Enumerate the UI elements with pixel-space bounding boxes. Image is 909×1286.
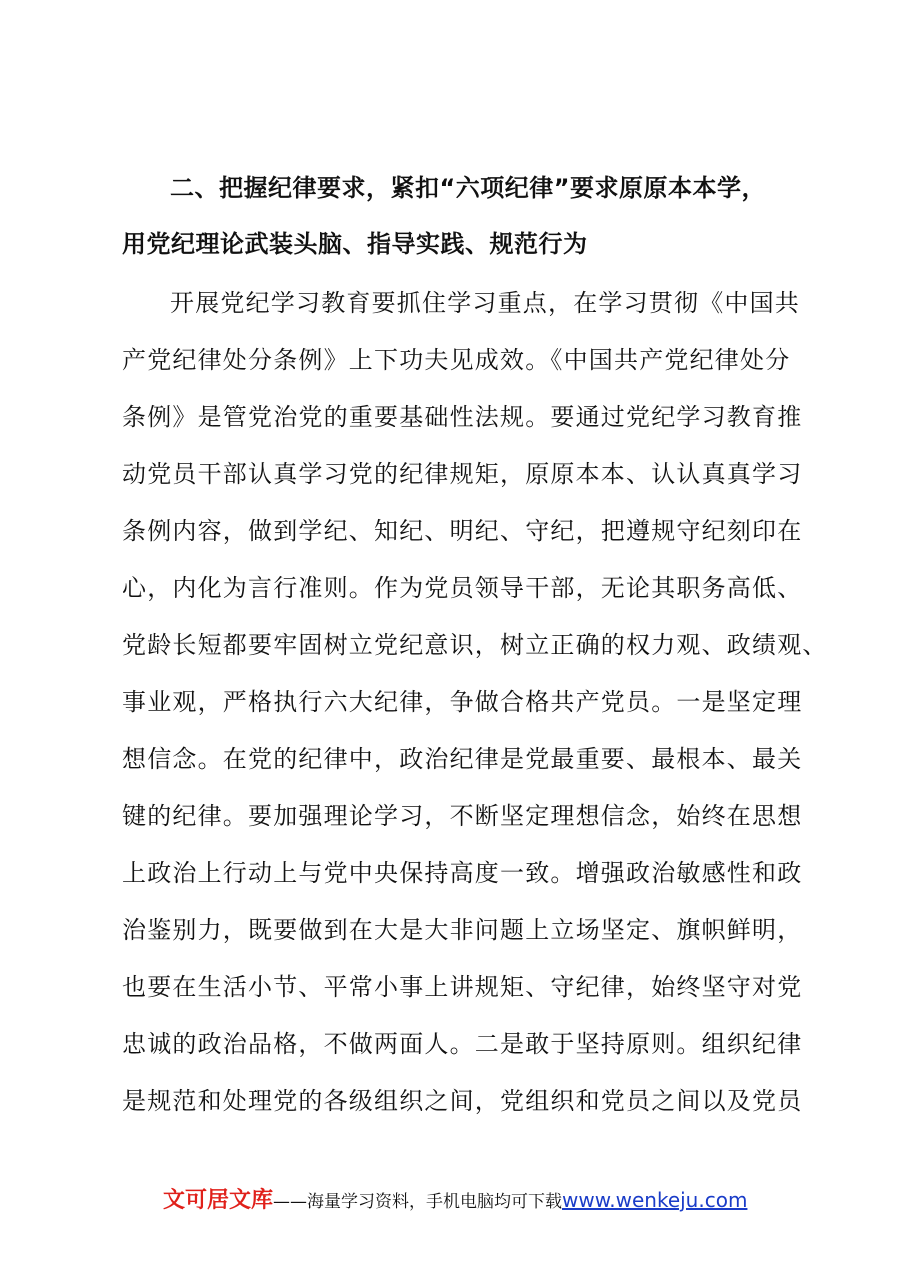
paragraph-line: 产党纪律处分条例》上下功夫见成效。《中国共产党纪律处分 bbox=[122, 346, 791, 374]
paragraph-line: 动党员干部认真学习党的纪律规矩，原原本本、认认真真学习 bbox=[122, 460, 803, 488]
footer-tagline: ——海量学习资料，手机电脑均可下载 bbox=[273, 1192, 563, 1212]
paragraph-line: 事业观，严格执行六大纪律，争做合格共产党员。一是坚定理 bbox=[122, 688, 803, 716]
paragraph-line: 开展党纪学习教育要抓住学习重点，在学习贯彻《中国共 bbox=[170, 289, 800, 317]
paragraph-line: 也要在生活小节、平常小事上讲规矩、守纪律，始终坚守对党 bbox=[122, 973, 803, 1001]
paragraph-line: 党龄长短都要牢固树立党纪意识，树立正确的权力观、政绩观、 bbox=[122, 631, 828, 659]
section-heading-line-2: 用党纪理论武装头脑、指导实践、规范行为 bbox=[122, 230, 588, 258]
footer-banner bbox=[163, 1183, 747, 1214]
paragraph-line: 上政治上行动上与党中央保持高度一致。增强政治敏感性和政 bbox=[122, 859, 803, 887]
paragraph-line: 忠诚的政治品格，不做两面人。二是敢于坚持原则。组织纪律 bbox=[122, 1030, 803, 1058]
paragraph-line: 想信念。在党的纪律中，政治纪律是党最重要、最根本、最关 bbox=[122, 745, 803, 773]
paragraph-line: 是规范和处理党的各级组织之间，党组织和党员之间以及党员 bbox=[122, 1087, 803, 1115]
paragraph-line: 键的纪律。要加强理论学习，不断坚定理想信念，始终在思想 bbox=[122, 802, 803, 830]
paragraph-line: 心，内化为言行准则。作为党员领导干部，无论其职务高低、 bbox=[122, 574, 803, 602]
paragraph-line: 条例》是管党治党的重要基础性法规。要通过党纪学习教育推 bbox=[122, 403, 803, 431]
footer-url-link[interactable]: www.wenkeju.com bbox=[562, 1188, 748, 1212]
paragraph-line: 条例内容，做到学纪、知纪、明纪、守纪，把遵规守纪刻印在 bbox=[122, 517, 803, 545]
paragraph-line: 治鉴别力，既要做到在大是大非问题上立场坚定、旗帜鲜明， bbox=[122, 916, 803, 944]
section-heading-line-1: 二、把握纪律要求，紧扣“六项纪律”要求原原本本学， bbox=[170, 174, 767, 202]
footer-brand: 文可居文库 bbox=[163, 1188, 274, 1213]
